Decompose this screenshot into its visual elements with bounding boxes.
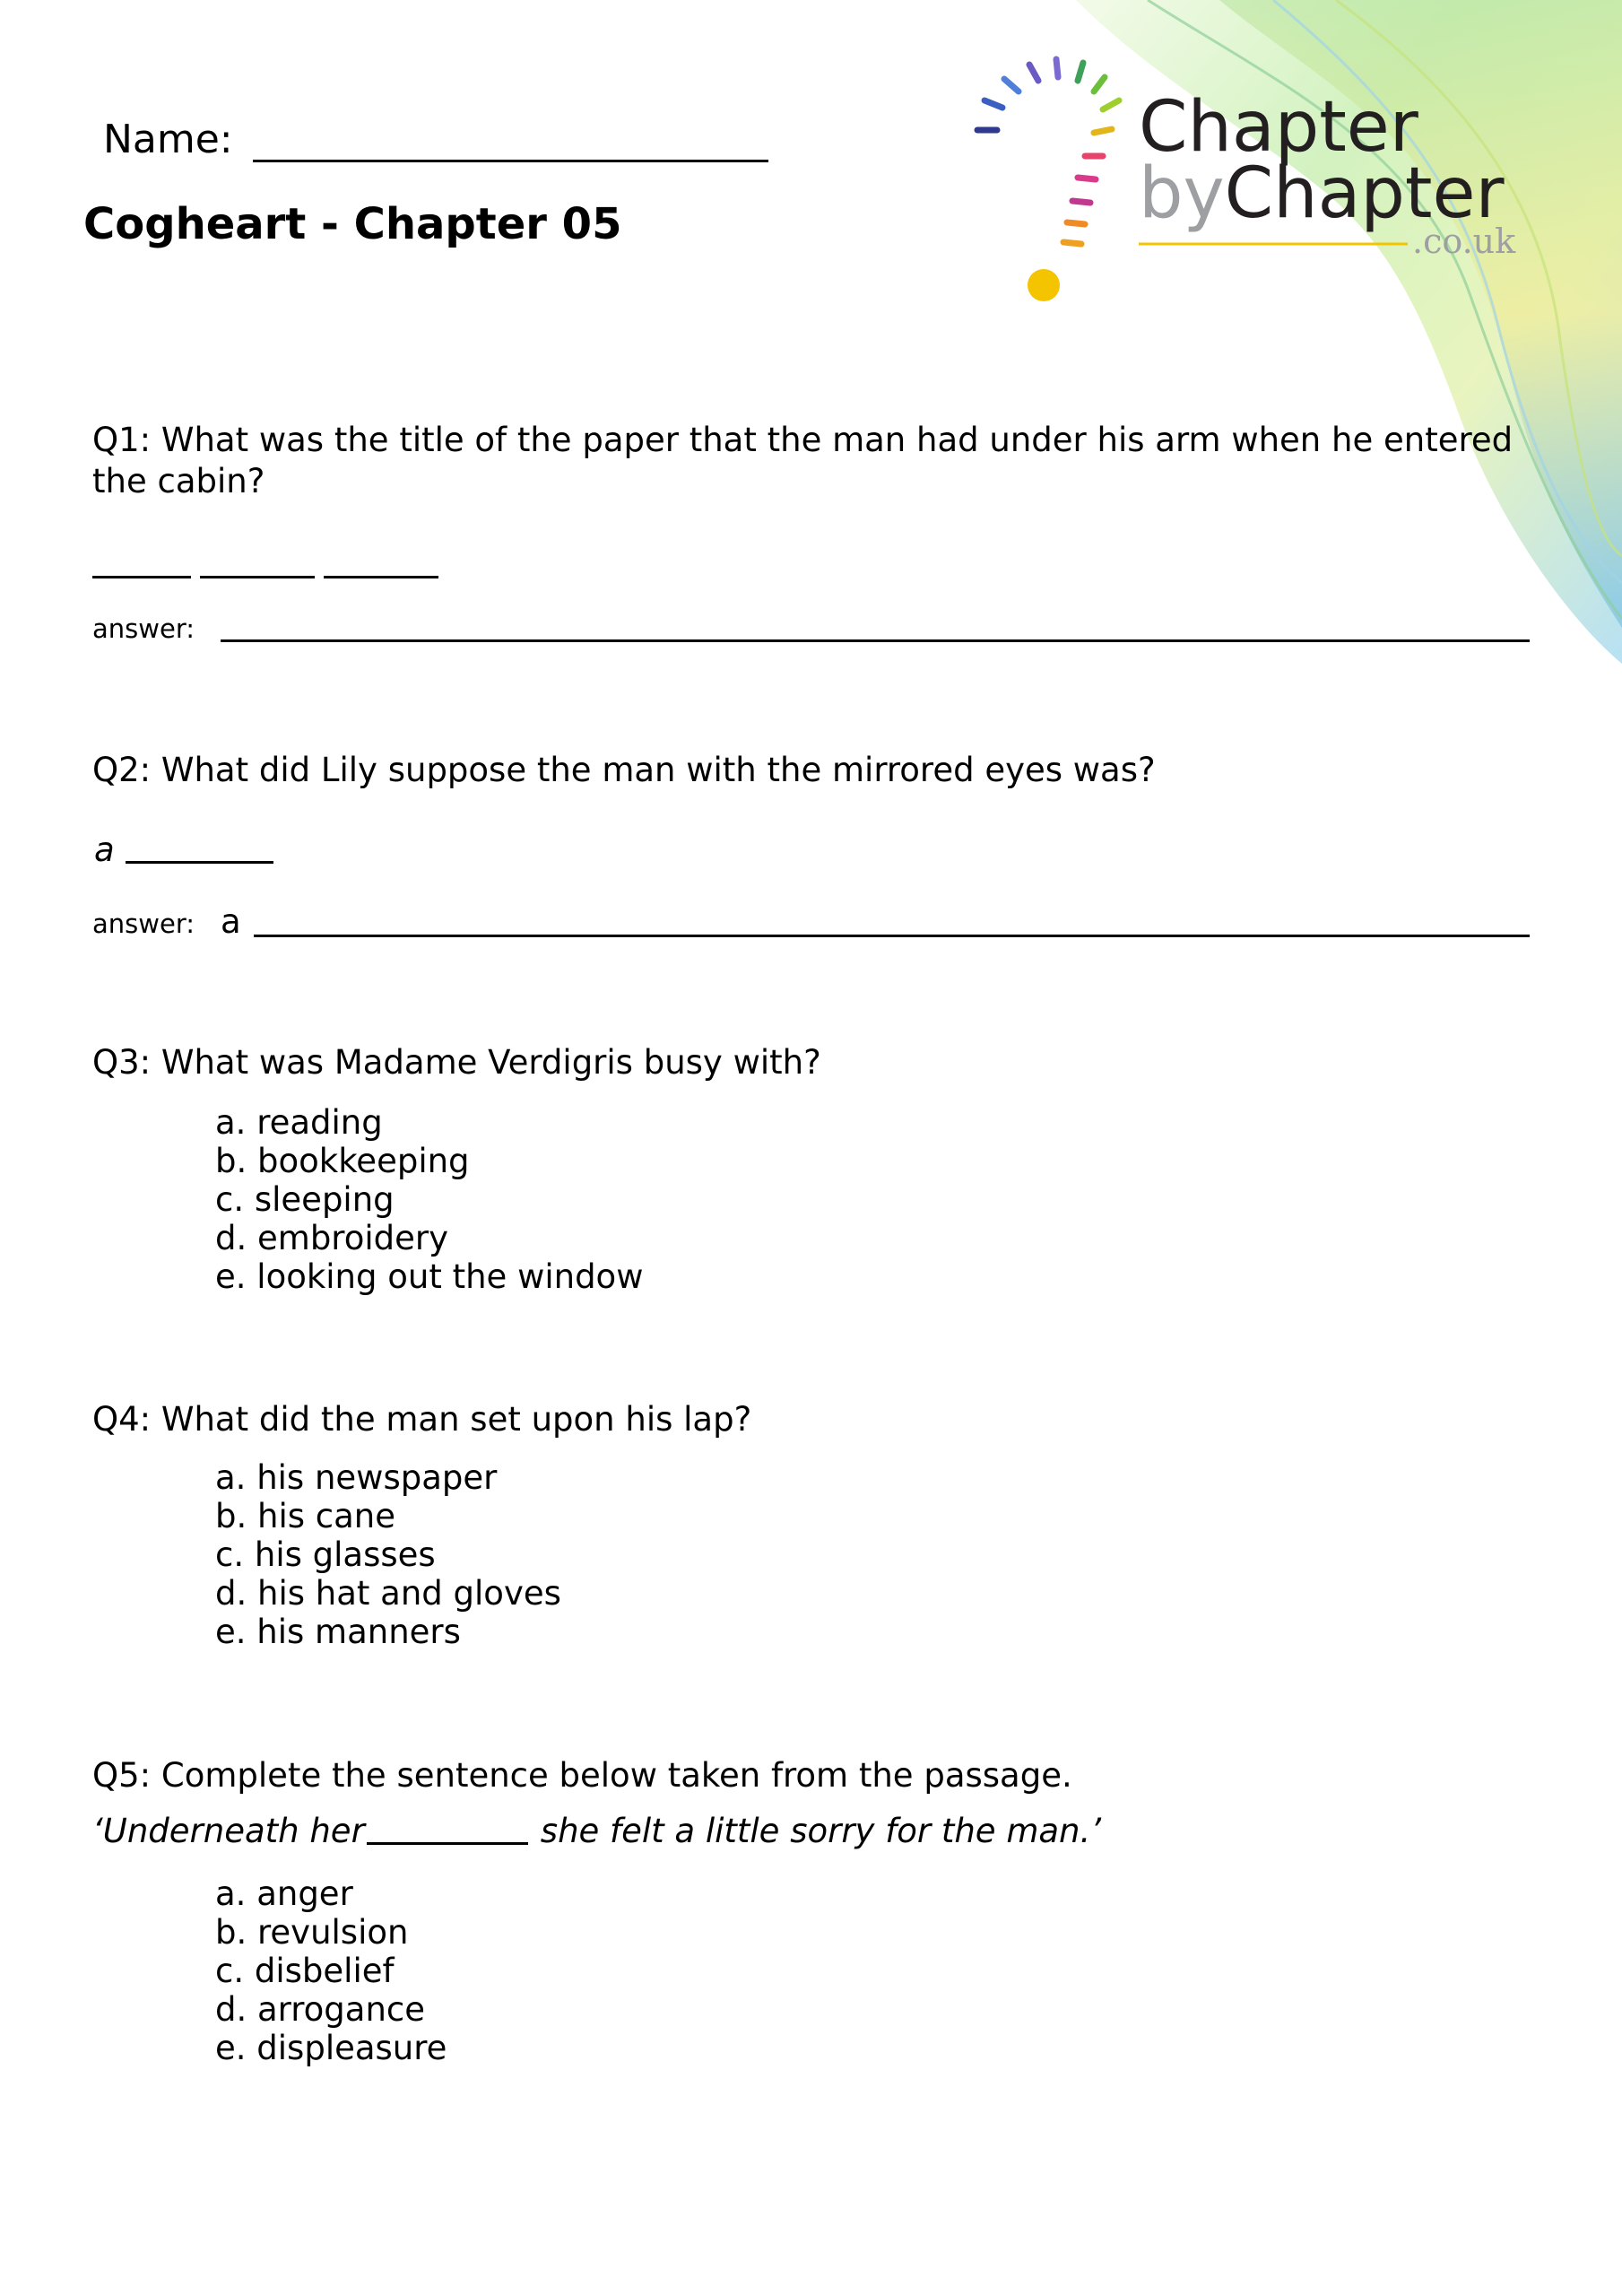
name-label: Name:: [103, 117, 233, 162]
option[interactable]: d. his hat and gloves: [215, 1574, 561, 1613]
q2-answer-line[interactable]: [254, 935, 1530, 937]
option[interactable]: e. looking out the window: [215, 1257, 644, 1296]
question-4: Q4: What did the man set upon his lap?: [92, 1400, 752, 1439]
option[interactable]: b. bookkeeping: [215, 1142, 470, 1180]
option[interactable]: e. his manners: [215, 1613, 461, 1651]
word-blank: [200, 576, 315, 578]
quote-blank: [367, 1842, 528, 1845]
option[interactable]: c. sleeping: [215, 1180, 395, 1219]
quote-before: ‘Underneath her: [92, 1812, 365, 1850]
option[interactable]: a. anger: [215, 1874, 353, 1913]
option[interactable]: d. embroidery: [215, 1219, 448, 1257]
page-title: Cogheart - Chapter 05: [83, 199, 622, 249]
q1-answer-row: [92, 613, 1530, 646]
q1-answer-line[interactable]: [221, 639, 1530, 642]
word-blank: [324, 576, 438, 578]
book-arc-icon: [977, 59, 1119, 244]
answer-label: answer:: [92, 613, 195, 644]
logo-line-1: Chapter: [1139, 87, 1418, 168]
option[interactable]: d. arrogance: [215, 1990, 425, 2029]
logo-by: by: [1139, 153, 1225, 234]
q2-hint: [94, 831, 273, 869]
answer-prefix: a: [221, 902, 241, 941]
q3-options: [215, 1103, 643, 1296]
logo-chapter: Chapter: [1224, 153, 1505, 234]
question-2: Q2: What did Lily suppose the man with the mirrored eyes was?: [92, 751, 1156, 789]
q5-quote: [92, 1812, 1101, 1850]
option[interactable]: b. his cane: [215, 1497, 396, 1535]
name-input-line[interactable]: [253, 120, 768, 162]
option[interactable]: a. reading: [215, 1103, 383, 1142]
option[interactable]: c. his glasses: [215, 1535, 436, 1574]
q5-options: [215, 1874, 447, 2067]
q2-answer-row: [92, 902, 1530, 941]
hint-prefix: a: [94, 831, 115, 869]
hint-blank: [126, 861, 273, 864]
question-1: Q1: What was the title of the paper that the man had under his arm when he entered the cabin?: [92, 421, 1514, 500]
q4-options: [215, 1458, 561, 1651]
option[interactable]: b. revulsion: [215, 1913, 409, 1952]
question-3: Q3: What was Madame Verdigris busy with?: [92, 1043, 821, 1082]
quote-after: she felt a little sorry for the man.’: [540, 1812, 1102, 1850]
q1-word-blanks: [92, 576, 438, 578]
option[interactable]: c. disbelief: [215, 1952, 395, 1990]
answer-label: answer:: [92, 909, 195, 939]
logo-domain: .co.uk: [1412, 222, 1516, 261]
chapter-by-chapter-logo: [959, 45, 1551, 314]
option[interactable]: e. displeasure: [215, 2029, 447, 2067]
question-5: Q5: Complete the sentence below taken from the passage.: [92, 1756, 1072, 1795]
word-blank: [92, 576, 191, 578]
option[interactable]: a. his newspaper: [215, 1458, 498, 1497]
logo-dot: [1028, 269, 1060, 301]
name-field: [103, 117, 768, 162]
